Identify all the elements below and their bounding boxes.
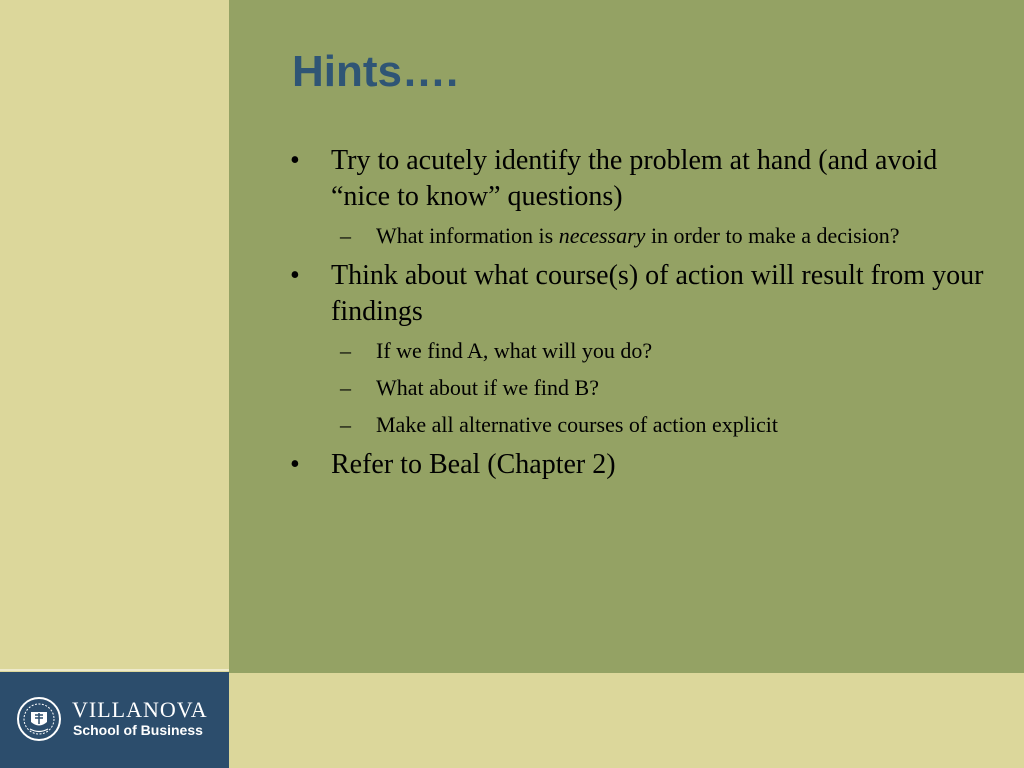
villanova-seal-icon xyxy=(16,696,62,742)
sub-bullet-text-end: in order to make a decision? xyxy=(645,223,900,248)
logo-school: School of Business xyxy=(73,722,203,738)
bullet-item-1 xyxy=(288,143,998,215)
sub-bullet-text-start: What information is xyxy=(376,223,559,248)
sub-bullet-item xyxy=(288,410,998,439)
bullet-item-3 xyxy=(288,447,998,483)
sub-bullet-marker: – xyxy=(340,223,351,248)
sub-bullet-item xyxy=(288,336,998,365)
divider-line xyxy=(0,669,229,671)
bullet-text: Think about what course(s) of action will result from your findings xyxy=(331,260,984,327)
sub-bullet-marker: – xyxy=(340,338,351,363)
sub-bullet-text: Make all alternative courses of action explicit xyxy=(376,412,778,437)
sub-bullet-item xyxy=(288,373,998,402)
sub-bullet-marker: – xyxy=(340,412,351,437)
sub-bullet-text: What about if we find B? xyxy=(376,375,599,400)
bullet-item-2 xyxy=(288,258,998,330)
logo-name: VILLANOVA xyxy=(72,697,208,722)
bullet-text: Refer to Beal (Chapter 2) xyxy=(331,449,616,480)
slide-title: Hints…. xyxy=(292,47,459,96)
sub-bullet-emphasis: necessary xyxy=(558,223,646,248)
sub-bullet-text: If we find A, what will you do? xyxy=(376,338,653,363)
left-panel xyxy=(0,0,229,669)
bullet-marker: • xyxy=(290,260,300,291)
bullet-marker: • xyxy=(290,145,300,176)
bullet-text: Try to acutely identify the problem at hand (and avoid “nice to know” questions) xyxy=(331,145,938,212)
sub-bullet-marker: – xyxy=(340,375,351,400)
bullet-list xyxy=(288,143,998,489)
bullet-marker: • xyxy=(290,449,300,480)
sub-bullet-item xyxy=(288,221,998,250)
footer-strip xyxy=(229,673,1024,768)
